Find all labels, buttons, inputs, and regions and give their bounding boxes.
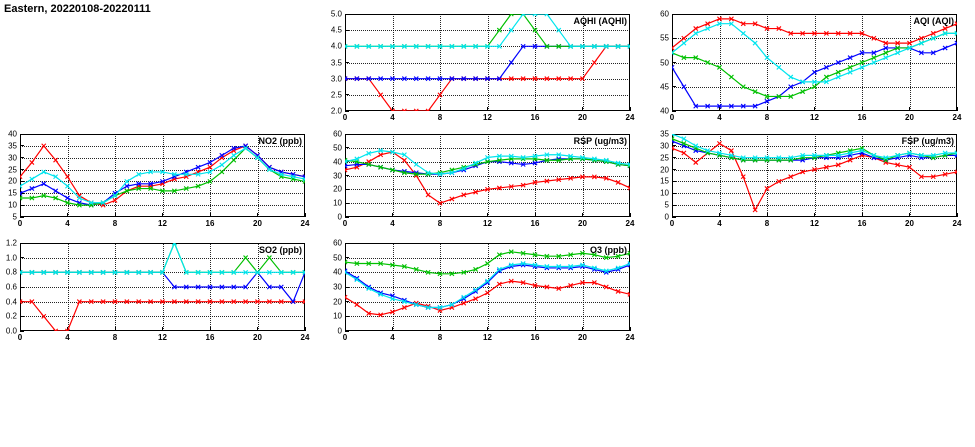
series-marker-s1: [694, 160, 698, 164]
series-marker-s4: [777, 65, 781, 69]
series-marker-s3: [497, 28, 501, 32]
series-marker-s4: [765, 56, 769, 60]
y-tick-label: 0.0: [5, 326, 17, 336]
plot-title: AQI (AQI): [913, 16, 954, 26]
series-marker-s4: [125, 179, 129, 183]
plot-data-area: [345, 14, 630, 111]
series-line-s2: [345, 265, 630, 308]
y-tick-label: 0.4: [5, 297, 17, 307]
x-tick-label: 4: [65, 333, 70, 342]
x-tick-label: 12: [483, 113, 492, 122]
y-tick-label: 40: [660, 106, 669, 116]
y-tick-label: 20: [333, 297, 342, 307]
series-marker-s1: [42, 314, 46, 318]
series-marker-s1: [343, 295, 347, 299]
y-tick-label: 3.5: [330, 58, 342, 67]
y-tick-label: 0.6: [5, 282, 17, 292]
series-marker-s4: [232, 153, 236, 157]
series-marker-s1: [42, 144, 46, 148]
series-marker-s1: [682, 36, 686, 40]
plot-data-area: [672, 14, 957, 111]
series-line-s1: [20, 302, 305, 331]
series-marker-s4: [557, 28, 561, 32]
x-tick-label: 0: [17, 219, 23, 228]
x-tick-label: 12: [158, 219, 167, 228]
x-tick-label: 20: [253, 219, 262, 228]
x-tick-label: 8: [764, 219, 770, 228]
y-tick-label: 10: [8, 200, 17, 210]
y-tick-label: 0: [664, 212, 669, 222]
series-marker-s4: [414, 162, 418, 166]
series-marker-s1: [379, 93, 383, 97]
x-tick-label: 24: [952, 113, 962, 122]
series-marker-s2: [682, 85, 686, 89]
x-tick-label: 20: [578, 113, 587, 122]
series-marker-s4: [220, 163, 224, 167]
y-tick-label: 55: [660, 33, 669, 43]
plot-title: FSP (ug/m3): [901, 136, 954, 146]
series-line-s2: [672, 43, 957, 106]
y-tick-label: 60: [333, 129, 342, 139]
y-tick-label: 4.0: [330, 41, 342, 51]
series-marker-s3: [729, 75, 733, 79]
x-tick-label: 0: [17, 333, 23, 342]
x-tick-label: 4: [65, 219, 70, 228]
x-tick-label: 0: [342, 333, 348, 342]
y-tick-label: 10: [660, 188, 669, 198]
x-tick-label: 8: [112, 333, 118, 342]
series-marker-s3: [244, 256, 248, 260]
series-marker-s4: [244, 146, 248, 150]
series-marker-s3: [267, 256, 271, 260]
x-tick-label: 24: [300, 333, 310, 342]
plot-title: RSP (ug/m3): [573, 136, 627, 146]
series-marker-s2: [54, 189, 58, 193]
series-marker-s1: [402, 158, 406, 162]
series-marker-s1: [426, 193, 430, 197]
y-tick-label: 5.0: [330, 9, 342, 19]
plot-title: AQHI (AQHI): [573, 16, 627, 26]
y-tick-label: 30: [333, 171, 342, 180]
x-tick-label: 4: [717, 219, 722, 228]
plot-data-area: [20, 134, 305, 217]
x-tick-label: 0: [342, 219, 348, 228]
x-tick-label: 4: [390, 113, 395, 122]
plot-data-area: [672, 134, 957, 217]
series-marker-s1: [717, 141, 721, 145]
x-tick-label: 0: [669, 113, 675, 122]
plot-title: SO2 (ppb): [259, 245, 302, 255]
x-tick-label: 12: [810, 219, 819, 228]
y-tick-label: 30: [660, 141, 669, 151]
y-tick-label: 30: [8, 153, 17, 163]
y-tick-label: 35: [660, 129, 669, 139]
series-marker-s1: [54, 158, 58, 162]
series-marker-s1: [18, 175, 22, 179]
series-line-s3: [20, 148, 305, 205]
x-tick-label: 24: [300, 219, 310, 228]
x-tick-label: 16: [857, 113, 867, 122]
series-marker-s1: [628, 186, 632, 190]
series-marker-s3: [533, 28, 537, 32]
y-tick-label: 1.2: [5, 238, 17, 248]
series-marker-s3: [232, 158, 236, 162]
y-tick-label: 60: [660, 9, 669, 19]
x-tick-label: 0: [669, 219, 675, 228]
plot-data-area: [345, 134, 630, 217]
y-tick-label: 25: [660, 153, 669, 163]
series-marker-s1: [729, 149, 733, 153]
x-tick-label: 4: [390, 333, 395, 342]
y-tick-label: 2.0: [330, 106, 342, 116]
x-tick-label: 16: [857, 219, 867, 228]
x-tick-label: 8: [112, 219, 118, 228]
x-tick-label: 8: [437, 113, 443, 122]
y-tick-label: 45: [660, 82, 669, 92]
y-tick-label: 40: [333, 157, 342, 167]
x-tick-label: 16: [530, 333, 540, 342]
x-tick-label: 16: [205, 333, 215, 342]
series-marker-s4: [509, 28, 513, 32]
y-tick-label: 3.0: [330, 74, 342, 84]
chart-panel-fsp: [660, 129, 962, 228]
y-tick-label: 20: [8, 176, 17, 186]
series-marker-s3: [220, 170, 224, 174]
y-tick-label: 40: [333, 267, 342, 277]
plot-data-area: [345, 243, 630, 331]
series-marker-s1: [65, 175, 69, 179]
x-tick-label: 0: [342, 113, 348, 122]
y-tick-label: 50: [333, 253, 342, 263]
y-tick-label: 0: [337, 212, 342, 222]
y-tick-label: 1.0: [5, 253, 17, 263]
x-tick-label: 8: [764, 113, 770, 122]
series-line-s2: [20, 272, 305, 301]
series-marker-s1: [592, 60, 596, 64]
x-tick-label: 16: [205, 219, 215, 228]
chart-panel-so2: [5, 238, 310, 342]
y-tick-label: 50: [333, 143, 342, 153]
plot-data-area: [20, 243, 305, 331]
x-tick-label: 20: [578, 333, 587, 342]
y-tick-label: 4.5: [330, 25, 342, 35]
y-tick-label: 15: [8, 188, 17, 198]
x-tick-label: 12: [158, 333, 167, 342]
series-line-s1: [20, 146, 305, 205]
y-tick-label: 2.5: [330, 90, 342, 100]
x-tick-label: 20: [905, 113, 914, 122]
y-tick-label: 25: [8, 165, 17, 175]
y-tick-label: 0: [337, 326, 342, 336]
x-tick-label: 8: [437, 219, 443, 228]
chart-panel-aqhi: [330, 9, 635, 122]
series-line-s4: [345, 264, 630, 308]
y-tick-label: 40: [8, 129, 17, 139]
y-tick-label: 10: [333, 198, 342, 208]
y-tick-label: 0.2: [5, 311, 17, 321]
x-tick-label: 24: [625, 113, 635, 122]
y-tick-label: 5: [12, 212, 17, 222]
x-tick-label: 20: [578, 219, 587, 228]
series-marker-s4: [753, 41, 757, 45]
series-marker-s4: [741, 31, 745, 35]
y-tick-label: 50: [660, 58, 669, 67]
x-tick-label: 4: [717, 113, 722, 122]
series-marker-s4: [18, 184, 22, 188]
series-marker-s1: [438, 93, 442, 97]
plot-title: NO2 (ppb): [258, 136, 302, 146]
x-tick-label: 8: [437, 333, 443, 342]
x-tick-label: 12: [483, 333, 492, 342]
series-marker-s4: [682, 41, 686, 45]
x-tick-label: 16: [530, 219, 540, 228]
y-tick-label: 5: [664, 200, 669, 210]
series-marker-s3: [485, 261, 489, 265]
series-line-s4: [672, 24, 957, 82]
series-marker-s1: [485, 291, 489, 295]
x-tick-label: 24: [625, 219, 635, 228]
y-tick-label: 35: [8, 141, 17, 151]
series-marker-s1: [30, 160, 34, 164]
y-tick-label: 20: [333, 184, 342, 194]
series-marker-s2: [670, 65, 674, 69]
series-line-s2: [20, 146, 305, 205]
chart-panel-aqi: [660, 9, 962, 122]
series-marker-s4: [30, 177, 34, 181]
series-marker-s1: [670, 46, 674, 50]
series-marker-s1: [355, 303, 359, 307]
x-tick-label: 24: [625, 333, 635, 342]
series-marker-s2: [509, 60, 513, 64]
x-tick-label: 24: [952, 219, 962, 228]
chart-panel-o3: [333, 238, 635, 342]
chart-panel-no2: [8, 129, 310, 228]
x-tick-label: 16: [530, 113, 540, 122]
plot-title: O3 (ppb): [590, 245, 627, 255]
y-tick-label: 0.8: [5, 267, 17, 277]
y-tick-label: 10: [333, 311, 342, 321]
x-tick-label: 12: [483, 219, 492, 228]
y-tick-label: 20: [660, 165, 669, 175]
series-marker-s4: [255, 156, 259, 160]
series-marker-s1: [765, 186, 769, 190]
chart-panel-rsp: [333, 129, 635, 228]
y-tick-label: 15: [660, 176, 669, 186]
x-tick-label: 20: [253, 333, 262, 342]
series-marker-s4: [65, 184, 69, 188]
series-line-s2: [345, 46, 630, 78]
x-tick-label: 20: [905, 219, 914, 228]
page-title: Eastern, 20220108-20220111: [4, 3, 151, 15]
x-tick-label: 4: [390, 219, 395, 228]
series-line-s1: [345, 281, 630, 315]
y-tick-label: 30: [333, 282, 342, 292]
y-tick-label: 60: [333, 238, 342, 248]
series-marker-s2: [220, 153, 224, 157]
x-tick-label: 12: [810, 113, 819, 122]
